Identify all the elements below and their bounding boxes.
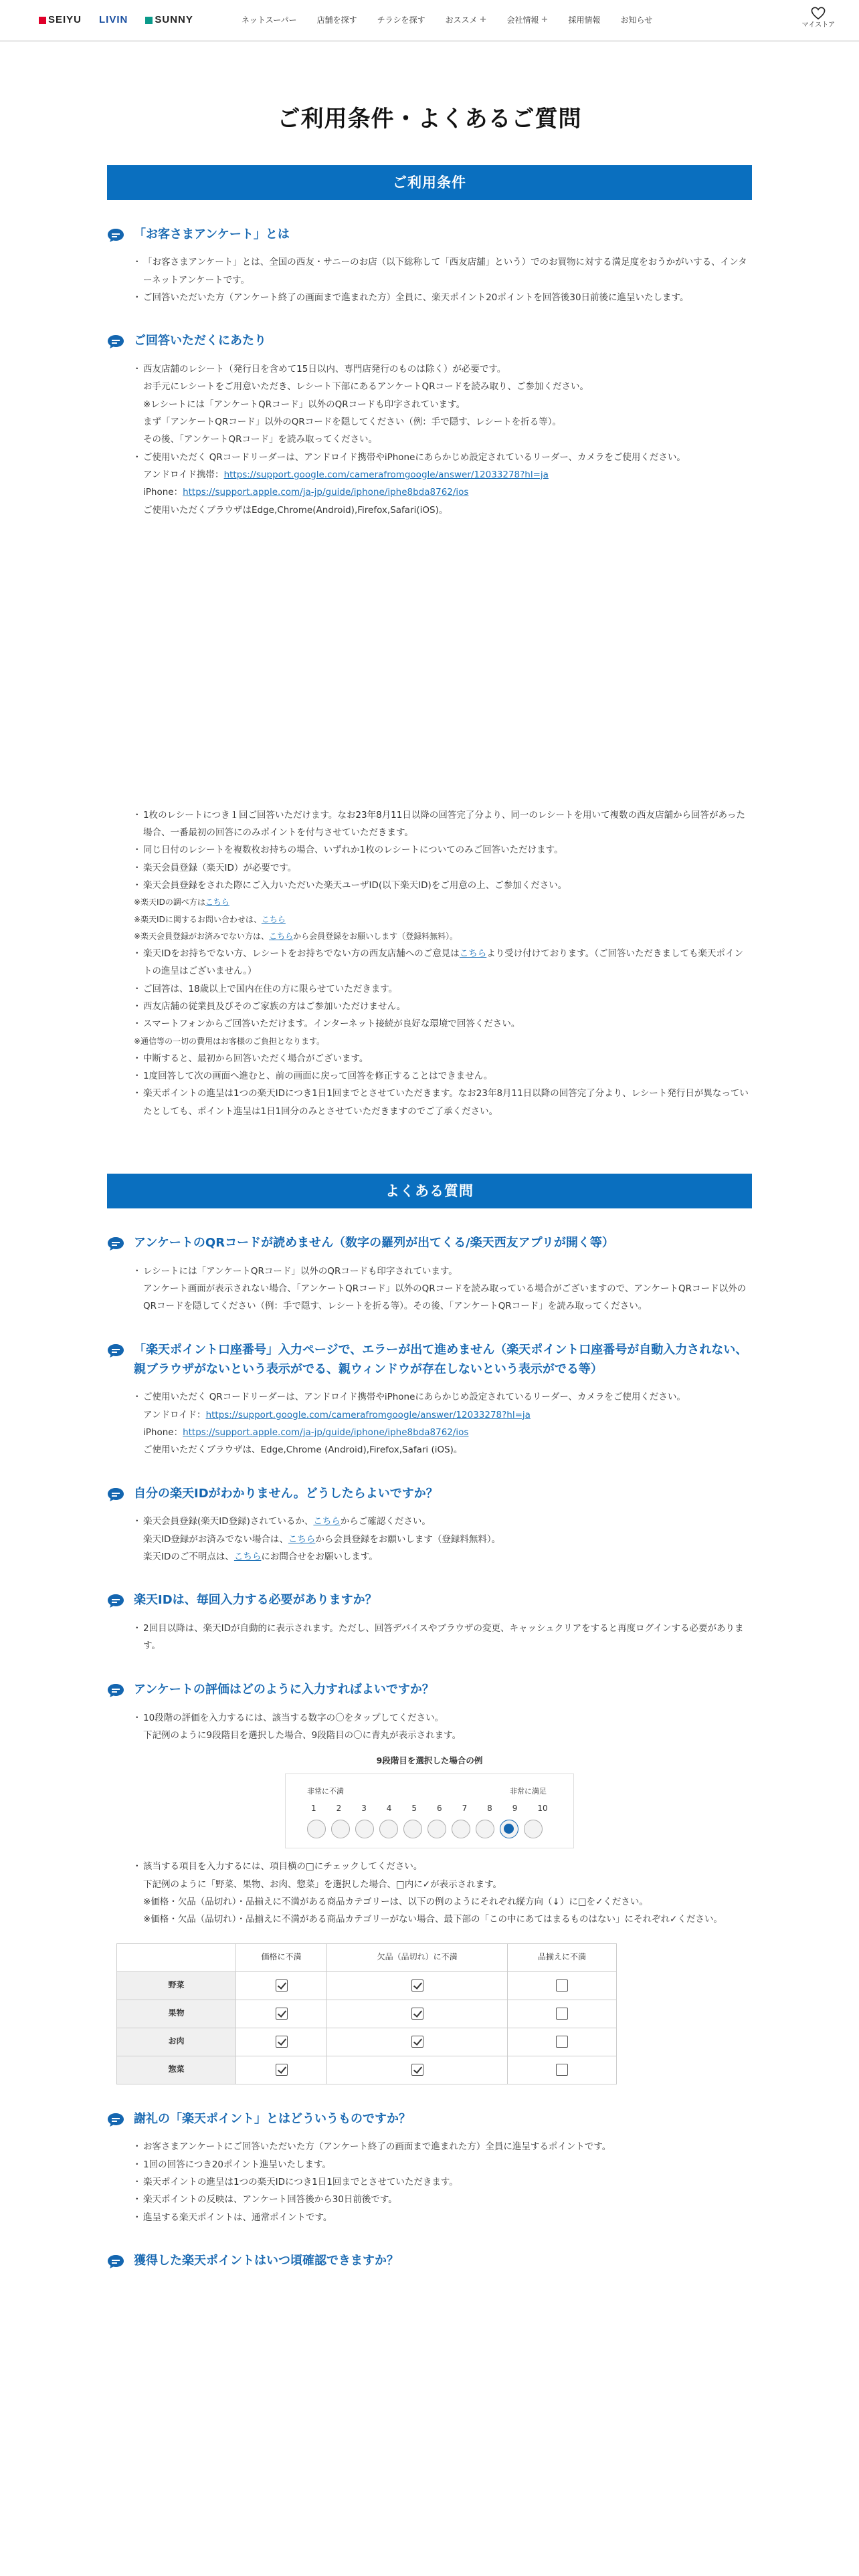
nav-item-flyers[interactable]: チラシを探す [377, 15, 425, 25]
plus-icon: + [479, 14, 487, 25]
sunny-logo[interactable]: SUNNY [145, 11, 193, 29]
rating-number: 3 [361, 1804, 367, 1814]
list-item: ・ 進呈する楽天ポイントは、通常ポイントです。 [134, 2209, 752, 2226]
note-line: ※楽天IDの調べ方はこちら [134, 897, 229, 907]
note-line: ※楽天IDに関するお問い合わせは、こちら [134, 914, 286, 924]
global-nav [242, 13, 652, 28]
rakuten-register-link[interactable]: こちら [269, 931, 294, 941]
faq-item-point-error [107, 1341, 752, 1459]
nav-item-stores[interactable]: 店舗を探す [316, 15, 357, 25]
nav-item-company[interactable]: 会社情報 + [507, 13, 549, 28]
rating-radio-6[interactable] [427, 1820, 446, 1838]
list-subtext: ※レシートには「アンケートQRコード」以外のQRコードも印字されています。 [143, 399, 466, 410]
rakuten-id-check-link[interactable]: こちら [313, 1516, 341, 1527]
list-item: ・ 該当する項目を入力するには、項目横の□にチェックしてください。 [134, 1858, 752, 1875]
list-item: ・ 1回の回答につき20ポイント進呈いたします。 [134, 2156, 752, 2173]
terms-block-conditions [107, 332, 752, 1120]
faq-item-rakuten-id [107, 1485, 752, 1566]
terms-section-bar: ご利用条件 [107, 165, 752, 200]
rating-box [285, 1774, 574, 1848]
column-header: 欠品（品切れ）に不満 [327, 1943, 508, 1971]
section-heading: ご回答いただくにあたり [134, 334, 266, 348]
rating-number: 9 [512, 1804, 518, 1814]
android-help-link[interactable]: https://support.google.com/camerafromgoogle/answer/12033278?hl=ja [223, 469, 549, 480]
faq-item-id-input [107, 1591, 752, 1654]
unchecked-checkbox[interactable] [556, 2064, 568, 2076]
list-item: ・ ご使用いただく QRコードリーダーは、アンドロイド携帯やiPhoneにあらかじめ設定されているリーダー、カメラをご使用ください。 [134, 1388, 752, 1406]
faq-question: 自分の楽天IDがわかりません。どうしたらよいですか？ [134, 1486, 438, 1501]
question-bubble-icon [107, 1683, 124, 1698]
list-item: ・ 楽天会員登録（楽天ID）が必要です。 [134, 859, 752, 877]
checked-checkbox[interactable] [411, 1979, 423, 1992]
faq-question: アンケートの評価はどのように入力すればよいですか？ [134, 1682, 434, 1697]
note-line: ※通信等の一切の費用はお客様のご負担となります。 [134, 1036, 325, 1046]
nav-item-recruit[interactable]: 採用情報 [568, 15, 601, 25]
rating-caption: 9段階目を選択した場合の例 [376, 1755, 483, 1766]
faq-item-point-timing [107, 2252, 752, 2271]
list-subtext: お手元にレシートをご用意いただき、レシート下部にあるアンケートQRコードを読み取り、ご参加ください。 [143, 381, 589, 393]
faq-section-bar: よくある質問 [107, 1174, 752, 1208]
rating-radio-8[interactable] [476, 1820, 494, 1838]
rating-example [285, 1753, 574, 1848]
rating-number: 10 [537, 1804, 548, 1814]
row-label: 果物 [117, 2000, 236, 2028]
list-item: ・ 楽天ポイントの反映は、アンケート回答後から30日前後です。 [134, 2191, 752, 2208]
plus-icon: + [541, 14, 549, 25]
rating-number: 5 [411, 1804, 417, 1814]
column-header: 価格に不満 [236, 1943, 327, 1971]
iphone-help-link[interactable]: https://support.apple.com/ja-jp/guide/iphone/iphe8bda8762/ios [183, 1426, 469, 1438]
list-subtext: まず「アンケートQRコード」以外のQRコードを隠してください（例：手で隠す、レシートを折る等）。 [143, 416, 562, 427]
list-item: ・ 楽天ポイントの進呈は1つの楽天IDにつき1日1回までとさせていただきます。なお23年8月11日以降の回答完了分より、レシート発行日が異なっていたとしても、ポイント進呈は1日1回分のみとさせていただきますのでご了承ください。 [134, 1085, 752, 1120]
rating-radio-10[interactable] [524, 1820, 543, 1838]
table-corner [117, 1943, 236, 1971]
android-help-link[interactable]: https://support.google.com/camerafromgoogle/answer/12033278?hl=ja [205, 1409, 531, 1420]
faq-question: 獲得した楽天ポイントはいつ頃確認できますか？ [134, 2253, 399, 2268]
faq-question: 「楽天ポイント口座番号」入力ページで、エラーが出て進めません（楽天ポイント口座番号が自動入力されない、親ブラウザがないという表示がでる、親ウィンドウが存在しないという表示がでる等） [134, 1342, 748, 1376]
checked-checkbox[interactable] [411, 2008, 423, 2020]
faq-question: 楽天IDは、毎回入力する必要がありますか？ [134, 1593, 377, 1608]
rating-radio-1[interactable] [307, 1820, 326, 1838]
list-subtext: アンケート画面が表示されない場合、「アンケートQRコード」以外のQRコードを読み取っている場合がございますので、アンケートQRコード以外のQRコードを隠してください（例：手で隠す、レシートを折る等）。その後、「アンケートQRコード」を読み取ってください。 [143, 1283, 747, 1312]
checked-checkbox[interactable] [276, 1979, 288, 1992]
checked-checkbox[interactable] [411, 2036, 423, 2048]
rating-number: 8 [487, 1804, 492, 1814]
rating-radio-3[interactable] [355, 1820, 374, 1838]
rating-radio-9[interactable] [500, 1820, 518, 1838]
iphone-help-line: iPhone：https://support.apple.com/ja-jp/guide/iphone/iphe8bda8762/ios [143, 1426, 469, 1438]
list-item: ・ ご回答いただいた方（アンケート終了の画面まで進まれた方）全員に、楽天ポイント20ポイントを回答後30日前後に進呈いたします。 [134, 289, 752, 306]
table-row [117, 2000, 617, 2028]
list-item: ・ 10段階の評価を入力するには、該当する数字の〇をタップしてください。 [134, 1709, 752, 1727]
list-subtext: 下記例のように9段階目を選択した場合、9段階目の〇に青丸が表示されます。 [143, 1729, 462, 1741]
unchecked-checkbox[interactable] [556, 2008, 568, 2020]
checked-checkbox[interactable] [276, 2008, 288, 2020]
row-label: 野菜 [117, 1971, 236, 2000]
list-item: ・ お客さまアンケートにご回答いただいた方（アンケート終了の画面まで進まれた方）全員に進呈するポイントです。 [134, 2138, 752, 2155]
list-item: ・ 楽天会員登録(楽天ID登録)されているか、こちらからご確認ください。 [134, 1513, 752, 1530]
livin-logo[interactable]: LIVIN [99, 13, 128, 25]
list-item: ・ 楽天会員登録をされた際にご入力いただいた楽天ユーザID(以下楽天ID)をご用意の上、ご参加ください。 [134, 877, 752, 894]
question-bubble-icon [107, 1237, 124, 1251]
nav-item-news[interactable]: お知らせ [620, 15, 653, 25]
faq-item-rating [107, 1681, 752, 2084]
table-row [117, 2028, 617, 2056]
rating-radio-5[interactable] [403, 1820, 422, 1838]
list-subtext: ご使用いただくブラウザは、Edge,Chrome (Android),Firefox,Safari (iOS)。 [143, 1444, 463, 1456]
list-item: ・ 楽天IDをお持ちでない方、レシートをお持ちでない方の西友店舗へのご意見はこちらより受け付けております。（ご回答いただきましても楽天ポイントの進呈はございません。） [134, 945, 752, 980]
rakuten-inquiry-link[interactable]: こちら [233, 1551, 262, 1562]
rakuten-id-inquiry-link[interactable]: こちら [261, 914, 286, 924]
page-title: ご利用条件・よくあるご質問 [277, 106, 582, 132]
faq-question: 謝礼の「楽天ポイント」とはどういうものですか？ [134, 2111, 411, 2126]
table-row [117, 2056, 617, 2084]
rating-number: 4 [386, 1804, 392, 1814]
blank-area [134, 519, 752, 807]
list-item: ・ 中断すると、最初から回答いただく場合がございます。 [134, 1050, 752, 1067]
list-item: ・ 「お客さまアンケート」とは、全国の西友・サニーのお店（以下総称して「西友店舗」という）でのお買物に対する満足度をおうかがいする、インターネットアンケートです。 [134, 253, 752, 289]
question-bubble-icon [107, 1594, 124, 1608]
list-item: ・ 2回目以降は、楽天IDが自動的に表示されます。ただし、回答デバイスやブラウザの変更、キャッシュクリアをすると再度ログインする必要があります。 [134, 1620, 752, 1655]
list-item: ・ 同じ日付のレシートを複数枚お持ちの場合、いずれか1枚のレシートについてのみご回答いただけます。 [134, 841, 752, 859]
rating-radio-4[interactable] [379, 1820, 398, 1838]
table-cell [327, 1971, 508, 2000]
rating-scale [302, 1802, 557, 1816]
table-cell [508, 1971, 617, 2000]
list-subtext: ご使用いただくブラウザはEdge,Chrome(Android),Firefox,Safari(iOS)。 [143, 504, 448, 516]
table-cell [508, 2056, 617, 2084]
android-help-line: アンドロイド携帯：https://support.google.com/camerafromgoogle/answer/12033278?hl=ja [143, 469, 549, 480]
header-divider [0, 40, 859, 42]
table-cell [236, 1971, 327, 2000]
rakuten-register-link[interactable]: こちら [288, 1533, 316, 1545]
table-cell [327, 2000, 508, 2028]
note-line: ※楽天会員登録がお済みでない方は、こちらから会員登録をお願いします（登録料無料）。 [134, 931, 458, 941]
android-help-line: アンドロイド：https://support.google.com/camerafromgoogle/answer/12033278?hl=ja [143, 1409, 531, 1420]
question-bubble-icon [107, 334, 124, 349]
table-row [117, 1971, 617, 2000]
rating-number: 6 [436, 1804, 442, 1814]
table-cell [236, 2056, 327, 2084]
list-item: ・ スマートフォンからご回答いただけます。インターネット接続が良好な環境で回答ください。 [134, 1015, 752, 1033]
row-label: お肉 [117, 2028, 236, 2056]
seiyu-logo[interactable]: SEIYU [39, 11, 82, 29]
table-cell [236, 2000, 327, 2028]
table-cell [327, 2056, 508, 2084]
terms-block-survey [107, 225, 752, 307]
list-subtext: 楽天ID登録がお済みでない場合は、こちらから会員登録をお願いします（登録料無料）。 [143, 1533, 501, 1545]
checked-checkbox[interactable] [276, 2064, 288, 2076]
checked-checkbox[interactable] [411, 2064, 423, 2076]
table-cell [236, 2028, 327, 2056]
nav-item-netsuper[interactable]: ネットスーパー [241, 15, 297, 25]
question-bubble-icon [107, 1344, 124, 1358]
feedback-link[interactable]: こちら [459, 948, 487, 959]
column-header: 品揃えに不満 [508, 1943, 617, 1971]
unchecked-checkbox[interactable] [556, 1979, 568, 1992]
list-item: ・ ご使用いただく QRコードリーダーは、アンドロイド携帯やiPhoneにあらかじめ設定されているリーダー、カメラをご使用ください。 [134, 449, 752, 466]
iphone-help-line: iPhone：https://support.apple.com/ja-jp/guide/iphone/iphe8bda8762/ios [143, 487, 469, 498]
faq-item-qr [107, 1234, 752, 1315]
rating-number: 2 [336, 1804, 342, 1814]
question-bubble-icon [107, 228, 124, 243]
list-item: ・ 楽天ポイントの進呈は1つの楽天IDにつき1日1回までとさせていただきます。 [134, 2173, 752, 2191]
list-item: ・ 1度回答して次の画面へ進むと、前の画面に戻って回答を修正することはできません。 [134, 1067, 752, 1085]
list-subtext: その後、「アンケートQRコード」を読み取ってください。 [143, 434, 377, 445]
list-item: ・ レシートには「アンケートQRコード」以外のQRコードも印字されています。 [134, 1263, 752, 1280]
question-bubble-icon [107, 2254, 124, 2269]
section-heading: 「お客さまアンケート」とは [134, 227, 290, 241]
faq-item-reward [107, 2110, 752, 2226]
list-subtext: 下記例のように「野菜、果物、お肉、惣菜」を選択した場合、□内に✓が表示されます。 [143, 1879, 502, 1890]
rating-low-label: 非常に不満 [307, 1787, 344, 1796]
list-item: ・ ご回答は、18歳以上で国内在住の方に限らせていただきます。 [134, 980, 752, 998]
heart-icon [811, 7, 826, 20]
main-content [107, 165, 752, 2271]
row-label: 惣菜 [117, 2056, 236, 2084]
rating-number: 1 [311, 1804, 316, 1814]
rating-radio-7[interactable] [452, 1820, 470, 1838]
mystore-label: マイストア [801, 21, 835, 29]
question-bubble-icon [107, 1487, 124, 1502]
unchecked-checkbox[interactable] [556, 2036, 568, 2048]
question-bubble-icon [107, 2113, 124, 2127]
checkbox-example-table [116, 1943, 617, 2084]
nav-item-recommend[interactable]: おススメ + [446, 13, 487, 28]
list-subtext: ※価格・欠品（品切れ）・品揃えに不満がある商品カテゴリーがない場合、最下部の「この中にあてはまるものはない」にそれぞれ✓ください。 [143, 1914, 723, 1925]
site-header [0, 0, 859, 40]
table-cell [508, 2000, 617, 2028]
iphone-help-link[interactable]: https://support.apple.com/ja-jp/guide/iphone/iphe8bda8762/ios [183, 487, 469, 498]
table-cell [327, 2028, 508, 2056]
list-subtext: 楽天IDのご不明点は、こちらにお問合せをお願いします。 [143, 1551, 378, 1562]
mystore-button[interactable] [802, 7, 835, 29]
list-item: ・ 1枚のレシートにつき１回ご回答いただけます。なお23年8月11日以降の回答完了分より、同一のレシートを用いて複数の西友店舗から回答があった場合、一番最初の回答にのみポイントを付与させていただきます。 [134, 807, 752, 842]
table-cell [508, 2028, 617, 2056]
rating-number: 7 [462, 1804, 468, 1814]
rating-high-label: 非常に満足 [510, 1787, 547, 1796]
rating-radio-2[interactable] [331, 1820, 350, 1838]
rating-options [302, 1820, 557, 1838]
faq-question: アンケートのQRコードが読めません（数字の羅列が出てくる/楽天西友アプリが開く等） [134, 1235, 614, 1250]
list-item: ・ 西友店舗の従業員及びそのご家族の方はご参加いただけません。 [134, 998, 752, 1015]
brand-logos[interactable] [39, 11, 193, 29]
checked-checkbox[interactable] [276, 2036, 288, 2048]
list-subtext: ※価格・欠品（品切れ）・品揃えに不満がある商品カテゴリーは、以下の例のようにそれぞれ縦方向（↓）に□を✓ください。 [143, 1896, 648, 1907]
list-item: ・ 西友店舗のレシート（発行日を含めて15日以内、専門店発行のものは除く）が必要です。 [134, 360, 752, 378]
rakuten-id-lookup-link[interactable]: こちら [205, 897, 229, 907]
